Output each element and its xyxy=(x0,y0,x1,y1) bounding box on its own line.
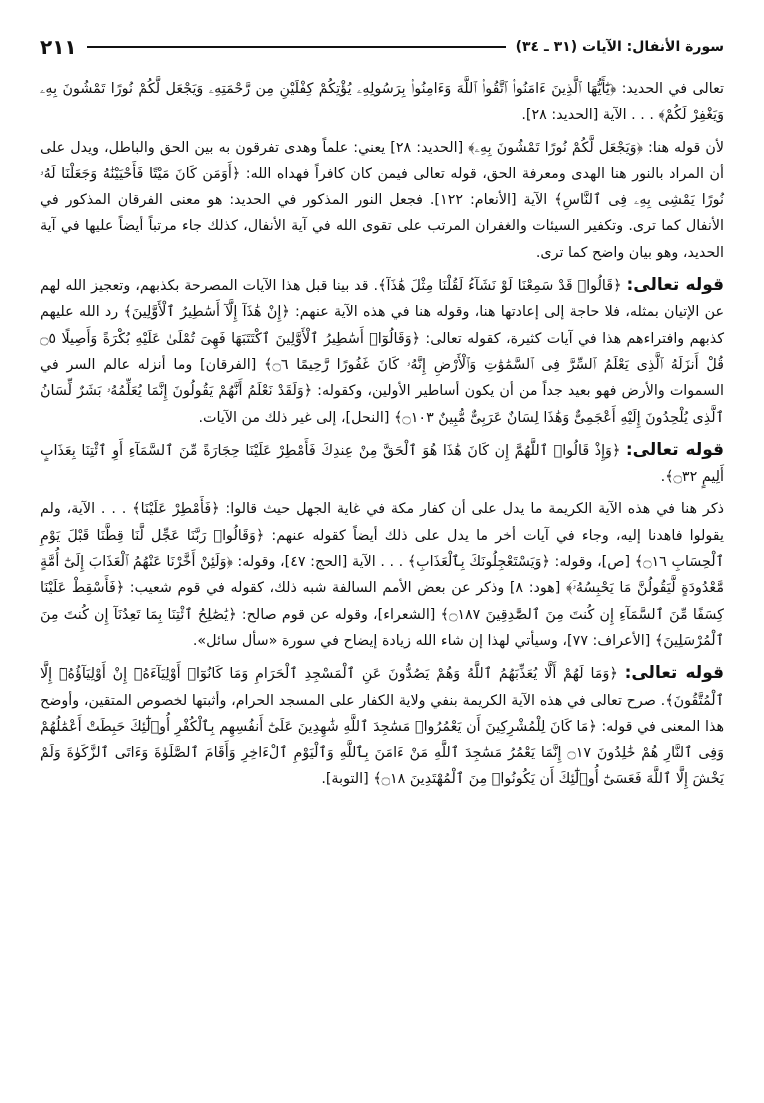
running-title: سورة الأنفال: الآيات (٣١ ـ ٣٤) xyxy=(515,39,724,55)
paragraph-text: ﴿وَمَا لَهُمْ أَلَّا يُعَذِّبَهُمُ ٱللَّهُ وَهُمْ يَصُدُّونَ عَنِ ٱلْمَسْجِدِ ٱلْحَرَامِ وَمَا كَانُوٓا۟ أَوْلِيَآءَهُۥٓ إِنْ أَوْلِيَآؤُهُۥٓ إِلَّا ٱلْمُتَّقُونَ﴾. صرح تعالى في هذه الآية الكريمة بنفي ولاية الكفار على المسجد الحرام، وأثبتها لخصوص المتقين، وأوضح هذا المعنى في قوله: ﴿مَا كَانَ لِلْمُشْرِكِينَ أَن يَعْمُرُوا۟ مَسَٰجِدَ ٱللَّهِ شَٰهِدِينَ عَلَىٰٓ أَنفُسِهِم بِٱلْكُفْرِ أُو۟لَٰٓئِكَ حَبِطَتْ أَعْمَٰلُهُمْ وَفِى ٱلنَّارِ هُمْ خَٰلِدُونَ ۝١٧ إِنَّمَا يَعْمُرُ مَسَٰجِدَ ٱللَّهِ مَنْ ءَامَنَ بِٱللَّهِ وَٱلْيَوْمِ ٱلْءَاخِرِ وَأَقَامَ ٱلصَّلَوٰةَ وَءَاتَى ٱلزَّكَوٰةَ وَلَمْ يَخْشَ إِلَّا ٱللَّهَ فَعَسَىٰٓ أُو۟لَٰٓئِكَ أَن يَكُونُوا۟ مِنَ ٱلْمُهْتَدِينَ ۝١٨﴾ [التوبة]. xyxy=(40,666,724,788)
section-label: قوله تعالى: xyxy=(625,439,724,460)
paragraph-text: ﴿وَإِذْ قَالُوا۟ ٱللَّهُمَّ إِن كَانَ هَٰذَا هُوَ ٱلْحَقَّ مِنْ عِندِكَ فَأَمْطِرْ عَلَيْنَا حِجَارَةً مِّنَ ٱلسَّمَآءِ أَوِ ٱئْتِنَا بِعَذَابٍ أَلِيمٍ ۝٣٢﴾. xyxy=(40,442,724,486)
paragraph xyxy=(40,437,724,491)
paragraph-text: ﴿قَالُوا۟ قَدْ سَمِعْنَا لَوْ نَشَآءُ لَقُلْنَا مِثْلَ هَٰذَآ﴾. قد بينا قبل هذا الآيات المصرحة بكذبهم، وتعجيز الله لهم عن الإتيان بمثله، فلا حاجة إلى إعادتها هنا، وقوله هنا في هذه الآية عنهم: ﴿إِنْ هَٰذَآ إِلَّآ أَسَٰطِيرُ ٱلْأَوَّلِينَ﴾ رد الله عليهم كذبهم وافتراءهم هذا في آيات كثيرة، كقوله تعالى: ﴿وَقَالُوٓا۟ أَسَٰطِيرُ ٱلْأَوَّلِينَ ٱكْتَتَبَهَا فَهِىَ تُمْلَىٰ عَلَيْهِ بُكْرَةً وَأَصِيلًا ۝٥ قُلْ أَنزَلَهُ ٱلَّذِى يَعْلَمُ ٱلسِّرَّ فِى ٱلسَّمَٰوَٰتِ وَٱلْأَرْضِ إِنَّهُۥ كَانَ غَفُورًا رَّحِيمًا ۝٦﴾ [الفرقان] وما أنزله عالم السر في السموات والأرض فهو بعيد جداً من أن يكون أساطير الأولين، وكقوله: ﴿وَلَقَدْ نَعْلَمُ أَنَّهُمْ يَقُولُونَ إِنَّمَا يُعَلِّمُهُۥ بَشَرٌ لِّسَانُ ٱلَّذِى يُلْحِدُونَ إِلَيْهِ أَعْجَمِىٌّ وَهَٰذَا لِسَانٌ عَرَبِىٌّ مُّبِينٌ ۝١٠٣﴾ [النحل]، إلى غير ذلك من الآيات. xyxy=(40,278,725,426)
page-number: ٢١١ xyxy=(40,35,77,59)
paragraph-text: تعالى في الحديد: ﴿يَٰٓأَيُّهَا ٱلَّذِينَ ءَامَنُوا۟ ٱتَّقُوا۟ ٱللَّهَ وَءَامِنُوا۟ بِرَسُولِهِۦ يُؤْتِكُمْ كِفْلَيْنِ مِن رَّحْمَتِهِۦ وَيَجْعَل لَّكُمْ نُورًا تَمْشُونَ بِهِۦ وَيَغْفِرْ لَكُمْ﴾ . . . الآية [الحديد: ٢٨]. xyxy=(40,81,724,124)
paragraph xyxy=(40,76,724,129)
section-label: قوله تعالى: xyxy=(626,275,725,296)
paragraph xyxy=(40,496,724,654)
header-rule xyxy=(87,46,506,48)
paragraph xyxy=(40,135,724,266)
paragraph-text: لأن قوله هنا: ﴿وَيَجْعَل لَّكُمْ نُورًا تَمْشُونَ بِهِۦ﴾ [الحديد: ٢٨] يعني: علماً وهدى تفرقون به بين الحق والباطل، ويدل على أن المراد بالنور هنا الهدى ومعرفة الحق، قوله تعالى فيمن كان كافراً فهداه الله: ﴿أَوَمَن كَانَ مَيْتًا فَأَحْيَيْنَٰهُ وَجَعَلْنَا لَهُۥ نُورًا يَمْشِى بِهِۦ فِى ٱلنَّاسِ﴾ الآية [الأنعام: ١٢٢]. فجعل النور المذكور في الحديد: هو معنى الفرقان المذكور في الأنفال كما ترى. وتكفير السيئات والغفران المرتب على تقوى الله في آية الأنفال، كذلك جاء مرتباً أيضاً عليها في آية الحديد، وهو بيان واضح كما ترى. xyxy=(40,139,725,261)
paragraph xyxy=(40,272,724,431)
paragraph xyxy=(40,660,724,792)
page-body xyxy=(40,76,724,793)
page-header xyxy=(40,32,724,62)
paragraph-text: ذكر هنا في هذه الآية الكريمة ما يدل على أن كفار مكة في غاية الجهل حيث قالوا: ﴿فَأَمْطِرْ عَلَيْنَا﴾ . . . الآية، ولم يقولوا فاهدنا إليه، وجاء في آيات أخر ما يدل على ذلك أيضاً كقوله عنهم: ﴿وَقَالُوا۟ رَبَّنَا عَجِّل لَّنَا قِطَّنَا قَبْلَ يَوْمِ ٱلْحِسَابِ ۝١٦﴾ [ص]، وقوله: ﴿وَيَسْتَعْجِلُونَكَ بِٱلْعَذَابِ﴾ . . . الآية [الحج: ٤٧]، وقوله: ﴿وَلَئِنْ أَخَّرْنَا عَنْهُمُ ٱلْعَذَابَ إِلَىٰٓ أُمَّةٍ مَّعْدُودَةٍ لَّيَقُولُنَّ مَا يَحْبِسُهُۥٓ﴾ [هود: ٨] وذكر عن بعض الأمم السالفة شبه ذلك، كقوله في قوم شعيب: ﴿فَأَسْقِطْ عَلَيْنَا كِسَفًا مِّنَ ٱلسَّمَآءِ إِن كُنتَ مِنَ ٱلصَّٰدِقِينَ ۝١٨٧﴾ [الشعراء]، وقوله عن قوم صالح: ﴿يَٰصَٰلِحُ ٱئْتِنَا بِمَا تَعِدُنَآ إِن كُنتَ مِنَ ٱلْمُرْسَلِينَ﴾ [الأعراف: ٧٧]، وسيأتي لهذا إن شاء الله زيادة إيضاح في سورة «سأل سائل». xyxy=(40,501,725,649)
section-label: قوله تعالى: xyxy=(624,663,724,684)
